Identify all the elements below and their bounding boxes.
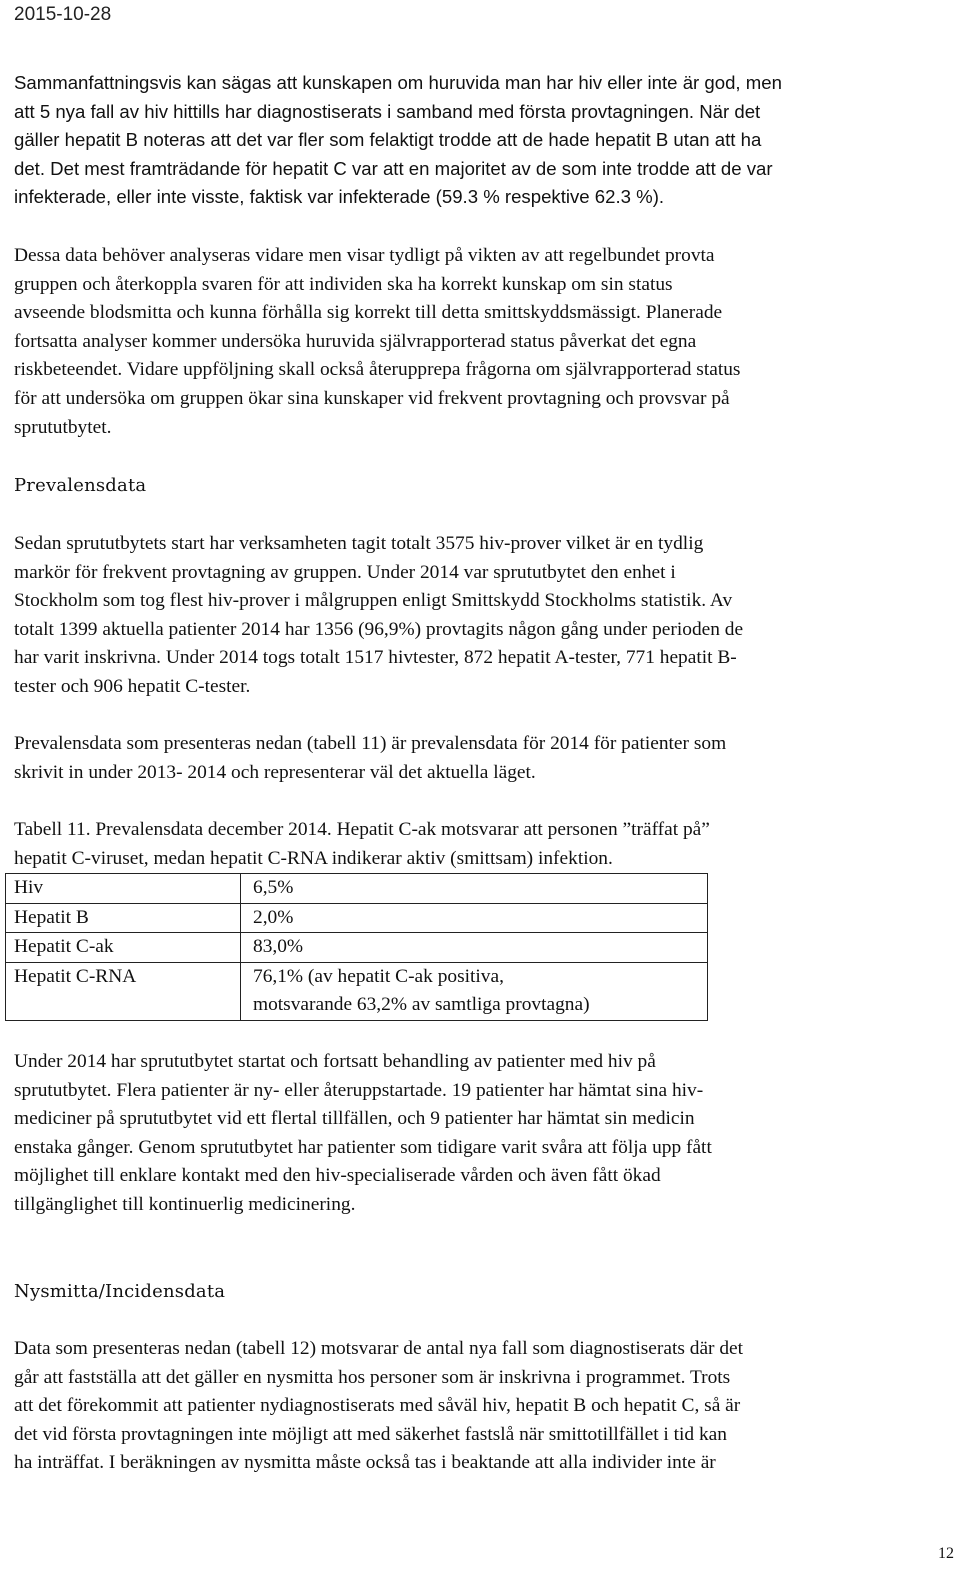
table-row xyxy=(6,933,708,963)
text-line: tester och 906 hepatit C-tester. xyxy=(14,675,251,697)
treatment-paragraph xyxy=(14,1048,954,1220)
value-line: motsvarande 63,2% av samtliga provtagna) xyxy=(253,994,590,1016)
text-line: att 5 nya fall av hiv hittills har diagnostiserats i samband med första provtagningen. När det xyxy=(14,100,761,122)
text-line: riskbeteendet. Vidare uppföljning skall också återupprepa frågorna om självrapporterad status xyxy=(14,359,741,381)
text-line: har varit inskrivna. Under 2014 togs totalt 1517 hivtester, 872 hepatit A-tester, 771 hepatit B- xyxy=(14,647,737,669)
text-line: hepatit C-viruset, medan hepatit C-RNA indikerar aktiv (smittsam) infektion. xyxy=(14,847,613,869)
table-cell-value: 2,0% xyxy=(241,903,708,933)
text-line: Sedan sprututbytets start har verksamheten tagit totalt 3575 hiv-prover vilket är en tydlig xyxy=(14,533,704,554)
table-cell-value xyxy=(241,962,708,1020)
text-line: avseende blodsmitta och kunna förhålla sig korrekt till detta smittskyddsmässigt. Planerade xyxy=(14,302,723,324)
text-line: sprututbytet. xyxy=(14,416,112,438)
page-number: 12 xyxy=(938,1545,954,1562)
text-line: Sammanfattningsvis kan sägas att kunskapen om huruvida man har hiv eller inte är god, men xyxy=(14,72,782,93)
text-line: Prevalensdata som presenteras nedan (tabell 11) är prevalensdata för 2014 för patienter som xyxy=(14,733,727,754)
text-line: det. Det mest framträdande för hepatit C var att en majoritet av de som inte trodde att de var xyxy=(14,157,773,179)
text-line: Under 2014 har sprututbytet startat och fortsatt behandling av patienter med hiv på xyxy=(14,1051,656,1072)
text-line: Tabell 11. Prevalensdata december 2014. Hepatit C-ak motsvarar att personen ”träffat på” xyxy=(14,819,710,840)
table-row xyxy=(6,962,708,1020)
heading-text: Prevalensdata xyxy=(14,475,147,496)
table-cell-label: Hepatit C-ak xyxy=(6,933,241,963)
table-cell-label: Hepatit B xyxy=(6,903,241,933)
prevalence-paragraph xyxy=(14,530,954,702)
text-line: sprututbytet. Flera patienter är ny- eller återuppstartade. 19 patienter har hämtat sina hiv- xyxy=(14,1079,704,1101)
text-line: ha inträffat. I beräkningen av nysmitta måste också tas i beaktande att alla individer inte är xyxy=(14,1452,716,1474)
text-line: Stockholm som tog flest hiv-prover i målgruppen enligt Smittskydd Stockholms statistik. Av xyxy=(14,590,733,612)
text-line: att det förekommit att patienter nydiagnostiserats med såväl hiv, hepatit B och hepatit C, så är xyxy=(14,1395,741,1417)
text-line: enstaka gånger. Genom sprututbytet har patienter som tidigare varit svåra att följa upp fått xyxy=(14,1136,712,1158)
value-line: 76,1% (av hepatit C-ak positiva, xyxy=(253,965,504,987)
table-cell-value: 83,0% xyxy=(241,933,708,963)
page-date: 2015-10-28 xyxy=(14,4,112,25)
table-cell-label: Hiv xyxy=(6,874,241,904)
text-line: går att fastställa att det gäller en nysmitta hos personer som är inskrivna i programmet. Trots xyxy=(14,1366,731,1388)
text-line: tillgänglighet till kontinuerlig medicinering. xyxy=(14,1193,356,1215)
table-row xyxy=(6,903,708,933)
heading-text: Nysmitta/Incidensdata xyxy=(14,1281,226,1302)
text-line: skrivit in under 2013- 2014 och representerar väl det aktuella läget. xyxy=(14,761,536,783)
text-line: för att undersöka om gruppen ökar sina kunskaper vid frekvent provtagning och provsvar på xyxy=(14,387,730,409)
prevalence-intro-paragraph xyxy=(14,730,954,787)
text-line: infekterade, eller inte visste, faktisk var infekterade (59.3 % respektive 62.3 %). xyxy=(14,186,665,208)
text-line: mediciner på sprututbytet vid ett flertal tillfällen, och 9 patienter har hämtat sin medicin xyxy=(14,1108,695,1130)
incidence-paragraph xyxy=(14,1335,954,1478)
text-line: gäller hepatit B noteras att det var fler som felaktigt trodde att de hade hepatit B utan att ha xyxy=(14,129,762,151)
text-line: det vid första provtagningen inte möjligt att med säkerhet fastslå när smittotillfället i tid kan xyxy=(14,1423,727,1445)
table-cell-label: Hepatit C-RNA xyxy=(6,962,241,1020)
text-line: fortsatta analyser kommer undersöka huruvida självrapporterad status påverkat det egna xyxy=(14,330,697,352)
table-caption xyxy=(14,816,954,873)
text-line: Data som presenteras nedan (tabell 12) motsvarar de antal nya fall som diagnostiserats där det xyxy=(14,1338,744,1359)
section-heading-prevalensdata xyxy=(14,472,954,501)
text-line: totalt 1399 aktuella patienter 2014 har 1356 (96,9%) provtagits någon gång under perioden de xyxy=(14,618,744,640)
prevalence-table xyxy=(5,873,708,1021)
summary-paragraph xyxy=(14,69,954,212)
analysis-paragraph xyxy=(14,242,954,442)
text-line: gruppen och återkoppla svaren för att individen ska ha korrekt kunskap om sin status xyxy=(14,273,673,295)
table-cell-value: 6,5% xyxy=(241,874,708,904)
text-line: Dessa data behöver analyseras vidare men visar tydligt på vikten av att regelbundet provta xyxy=(14,245,715,266)
text-line: möjlighet till enklare kontakt med den hiv-specialiserade vården och även fått ökad xyxy=(14,1165,661,1187)
table-row xyxy=(6,874,708,904)
text-line: markör för frekvent provtagning av gruppen. Under 2014 var sprututbytet den enhet i xyxy=(14,561,676,583)
section-heading-nysmitta xyxy=(14,1278,954,1307)
